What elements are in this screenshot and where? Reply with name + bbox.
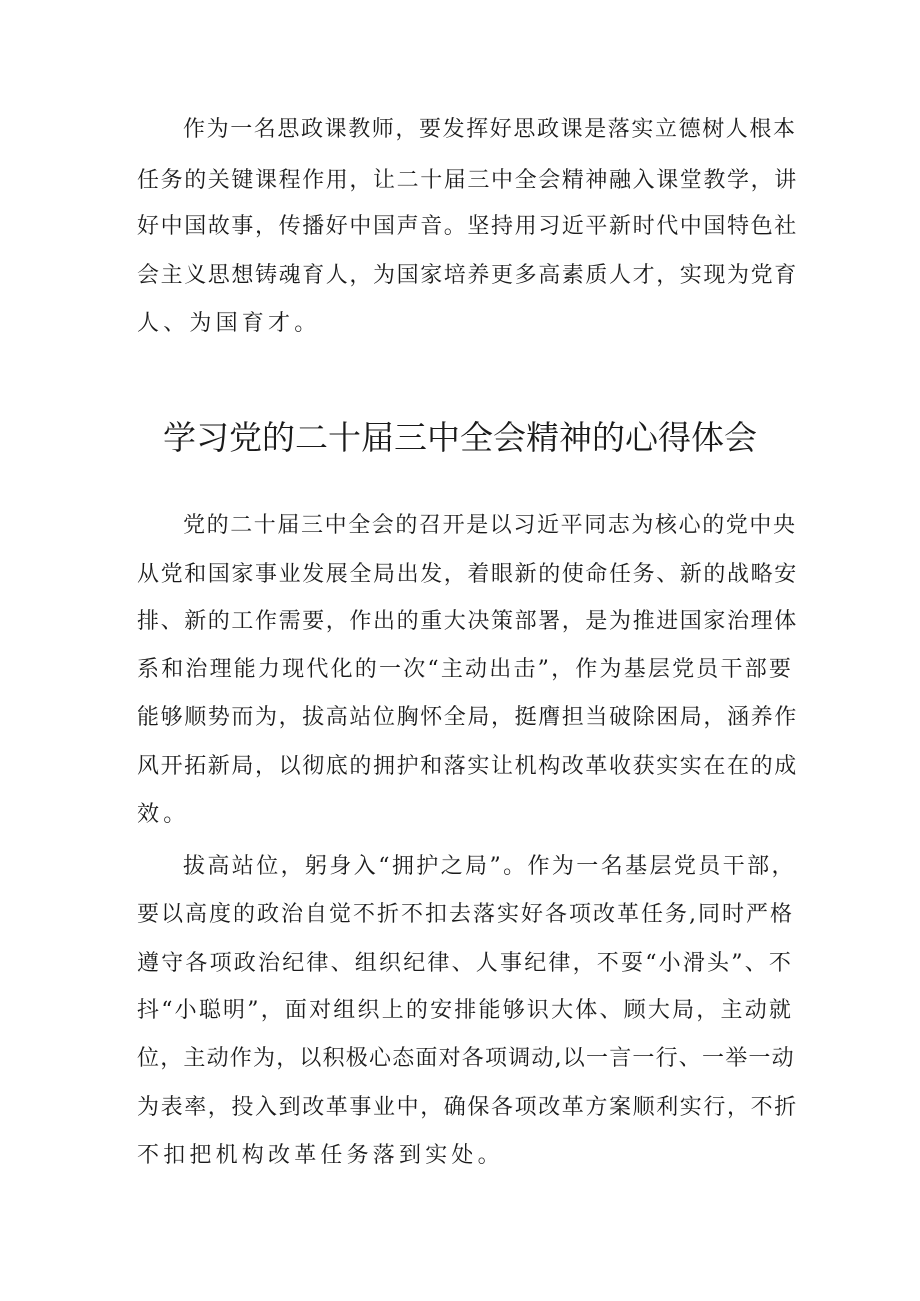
text-line: 遵守各项政治纪律、组织纪律、人事纪律，不耍“小滑头”、不 — [137, 951, 794, 976]
text-line: 抖“小聪明”，面对组织上的安排能够识大体、顾大局，主动就 — [137, 998, 794, 1023]
text-line: 任务的关键课程作用，让二十届三中全会精神融入课堂教学，讲 — [137, 168, 798, 193]
text-line: 作为一名思政课教师，要发挥好思政课是落实立德树人根本 — [183, 117, 797, 142]
text-line: 人、为国育才。 — [137, 311, 321, 336]
text-line: 好中国故事，传播好中国声音。坚持用习近平新时代中国特色社 — [137, 214, 798, 239]
text-line: 不扣把机构改革任务落到实处。 — [137, 1143, 504, 1168]
text-line: 拔高站位，躬身入“拥护之局”。作为一名基层党员干部， — [183, 854, 796, 879]
text-line: 为表率，投入到改革事业中，确保各项改革方案顺利实行，不折 — [137, 1095, 798, 1120]
text-line: 从党和国家事业发展全局出发，着眼新的使命任务、新的战略安 — [137, 562, 798, 587]
text-line: 党的二十届三中全会的召开是以习近平同志为核心的党中央 — [183, 513, 797, 538]
text-line: 风开拓新局，以彻底的拥护和落实让机构改革收获实实在在的成 — [137, 754, 798, 779]
text-line: 位，主动作为，以积极心态面对各项调动,以一言一行、一举一动 — [137, 1046, 795, 1071]
text-line: 效。 — [137, 802, 190, 827]
text-line: 要以高度的政治自觉不折不扣去落实好各项改革任务,同时严格 — [137, 902, 794, 927]
section-title: 学习党的二十届三中全会精神的心得体会 — [163, 418, 757, 457]
text-line: 会主义思想铸魂育人，为国家培养更多高素质人才，实现为党育 — [137, 263, 798, 288]
text-line: 系和治理能力现代化的一次“主动出击”，作为基层党员干部要 — [137, 657, 794, 682]
text-line: 能够顺势而为，拔高站位胸怀全局，挺膺担当破除困局，涵养作 — [137, 705, 798, 730]
text-line: 排、新的工作需要，作出的重大决策部署，是为推进国家治理体 — [137, 609, 798, 634]
